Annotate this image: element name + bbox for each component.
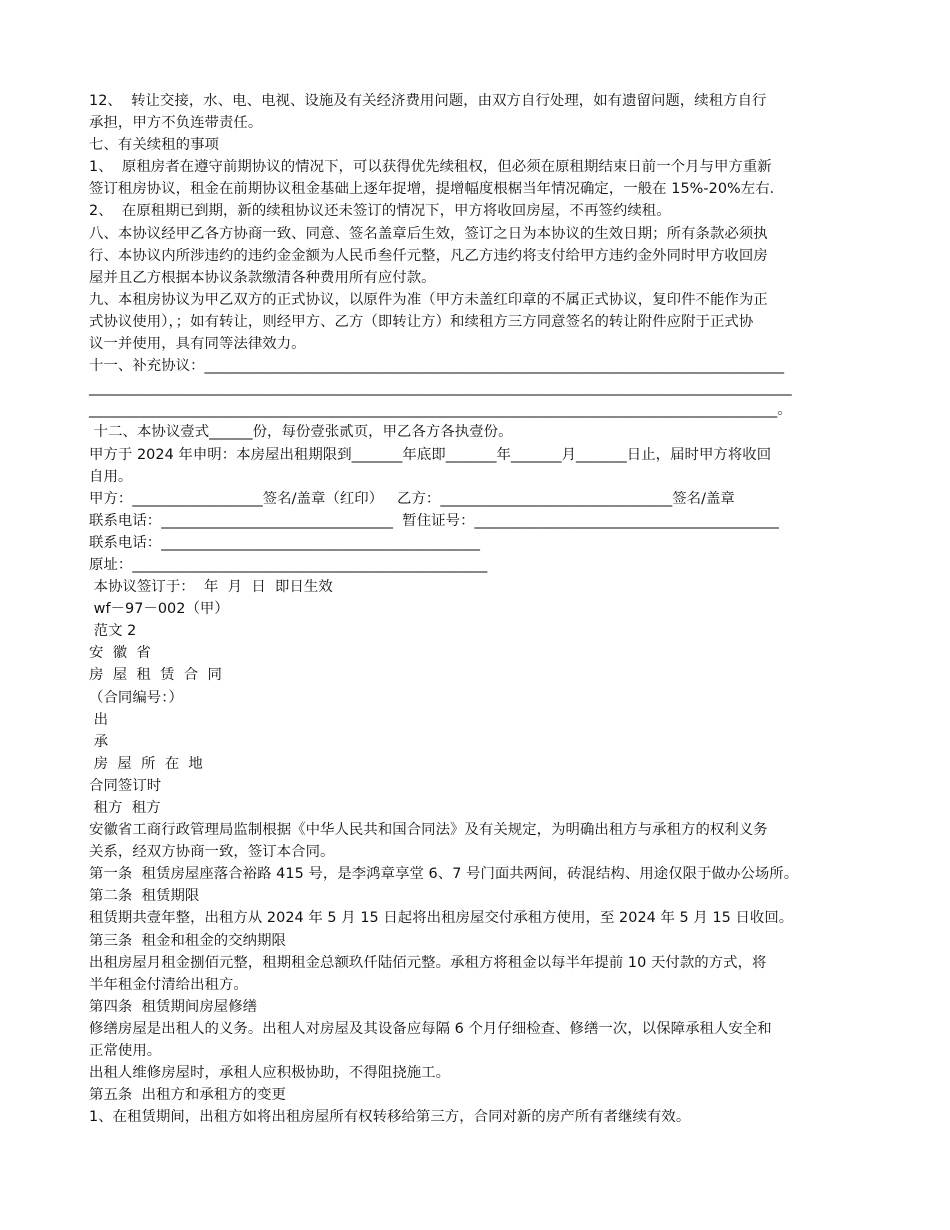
text-line: 承担，甲方不负连带责任。: [89, 115, 263, 132]
text-line: 租赁期共壹年整，出租方从 2024 年 5 月 15 日起将出租房屋交付承租方使用，至 2024 年 5 月 15 日收回。: [89, 910, 794, 927]
text-line: 1、 原租房者在遵守前期协议的情况下，可以获得优先续租权，但必须在原租期结束日前一个月与甲方重新: [89, 159, 772, 176]
contact-line: 联系电话：____________________________________________: [89, 534, 480, 551]
text-line: 议一并使用，具有同等法律效力。: [89, 336, 306, 353]
text-line: 自用。: [89, 468, 133, 485]
article-heading: 第二条 租赁期限: [89, 888, 200, 905]
document-body: [89, 90, 874, 1128]
contact-line: 联系电话：________________________________ 暂住证号：__________________________________________: [89, 512, 779, 529]
signing-date: 本协议签订于： 年 月 日 即日生效: [89, 579, 333, 596]
text-line: 关系，经双方协商一致，签订本合同。: [89, 844, 335, 861]
text-line: 甲方于 2024 年申明：本房屋出租期限到_______年底即_______年_______月_______日止，届时甲方将收回: [89, 446, 772, 463]
blank-line: _________________________________________________________________________________________________: [89, 380, 792, 397]
sample-label: 范文 2: [89, 623, 137, 640]
text-line: 房 屋 所 在 地: [89, 755, 203, 772]
article-heading: 第五条 出租方和承租方的变更: [89, 1087, 286, 1104]
text-line: 12、 转让交接，水、电、电视、设施及有关经济费用问题，由双方自行处理，如有遗留问题，续租方自行: [89, 93, 767, 109]
text-line: 行、本协议内所涉违约的违约金金额为人民币叁仟元整，凡乙方违约将支付给甲方违约金外同时甲方收回房: [89, 247, 768, 264]
text-line: 合同签订时: [89, 777, 162, 794]
text-line: 承: [89, 733, 109, 750]
text-line: 出: [89, 711, 109, 728]
signature-line: 甲方：__________________签名/盖章（红印） 乙方：________________________________签名/盖章: [89, 490, 735, 507]
text-line: 1、在租赁期间，出租方如将出租房屋所有权转移给第三方，合同对新的房产所有者继续有效。: [89, 1109, 691, 1126]
text-line: 十二、本协议壹式______份，每份壹张贰页，甲乙各方各执壹份。: [89, 424, 513, 441]
article-line: 第一条 租赁房屋座落合裕路 415 号，是李鸿章享堂 6、7 号门面共两间，砖混结构、用途仅限于做办公场所。: [89, 866, 799, 883]
section-heading: 七、有关续租的事项: [89, 137, 219, 154]
text-line: 签订租房协议，租金在前期协议租金基础上逐年捉增，提增幅度根椐当年情况确定，一般在 15%-20%左右．: [89, 181, 785, 198]
article-heading: 第四条 租赁期间房屋修缮: [89, 998, 258, 1015]
text-line: 正常使用。: [89, 1043, 162, 1060]
text-line: 屋并且乙方根据本协议条款缴清各种费用所有应付款。: [89, 269, 436, 286]
form-number: wf－97－002（甲）: [89, 601, 229, 618]
text-line: 出租人维修房屋时，承租人应积极协助，不得阻挠施工。: [89, 1065, 451, 1082]
text-line: 租方 租方: [89, 800, 161, 816]
contract-number: （合同编号：）: [89, 689, 183, 706]
text-line: 式协议使用），；如有转让，则经甲方、乙方（即转让方）和续租方三方同意签名的转让附件应附于正式协: [89, 313, 754, 330]
province-title: 安 徽 省: [89, 645, 151, 662]
text-line: 出租房屋月租金捌佰元整，租期租金总额玖仟陆佰元整。承租方将租金以每半年提前 10 天付款的方式，将: [89, 954, 767, 971]
text-line: 九、本租房协议为甲乙双方的正式协议，以原件为准（甲方未盖红印章的不属正式协议，复印件不能作为正: [89, 291, 768, 308]
text-line: 半年租金付清给出租方。: [89, 976, 248, 993]
text-line: 修缮房屋是出租人的义务。出租人对房屋及其设备应每隔 6 个月仔细检查、修缮一次，以保障承租人安全和: [89, 1020, 772, 1037]
text-line: 八、本协议经甲乙各方协商一致、同意、签名盖章后生效，签订之日为本协议的生效日期；所有条款必须执: [89, 225, 768, 242]
text-line: 安徽省工商行政管理局监制根据《中华人民共和国合同法》及有关规定，为明确出租方与承租方的权利义务: [89, 822, 768, 839]
text-line: 2、 在原租期已到期，新的续租协议还未签订的情况下，甲方将收回房屋，不再签约续租。: [89, 203, 671, 220]
article-heading: 第三条 租金和租金的交纳期限: [89, 932, 286, 949]
supplement-line: 十一、补充协议：________________________________________________________________________________: [89, 358, 785, 375]
contract-title: 房 屋 租 赁 合 同: [89, 667, 222, 684]
blank-line: _______________________________________________________________________________________________。: [89, 402, 792, 419]
address-line: 原址：_________________________________________________: [89, 556, 488, 573]
